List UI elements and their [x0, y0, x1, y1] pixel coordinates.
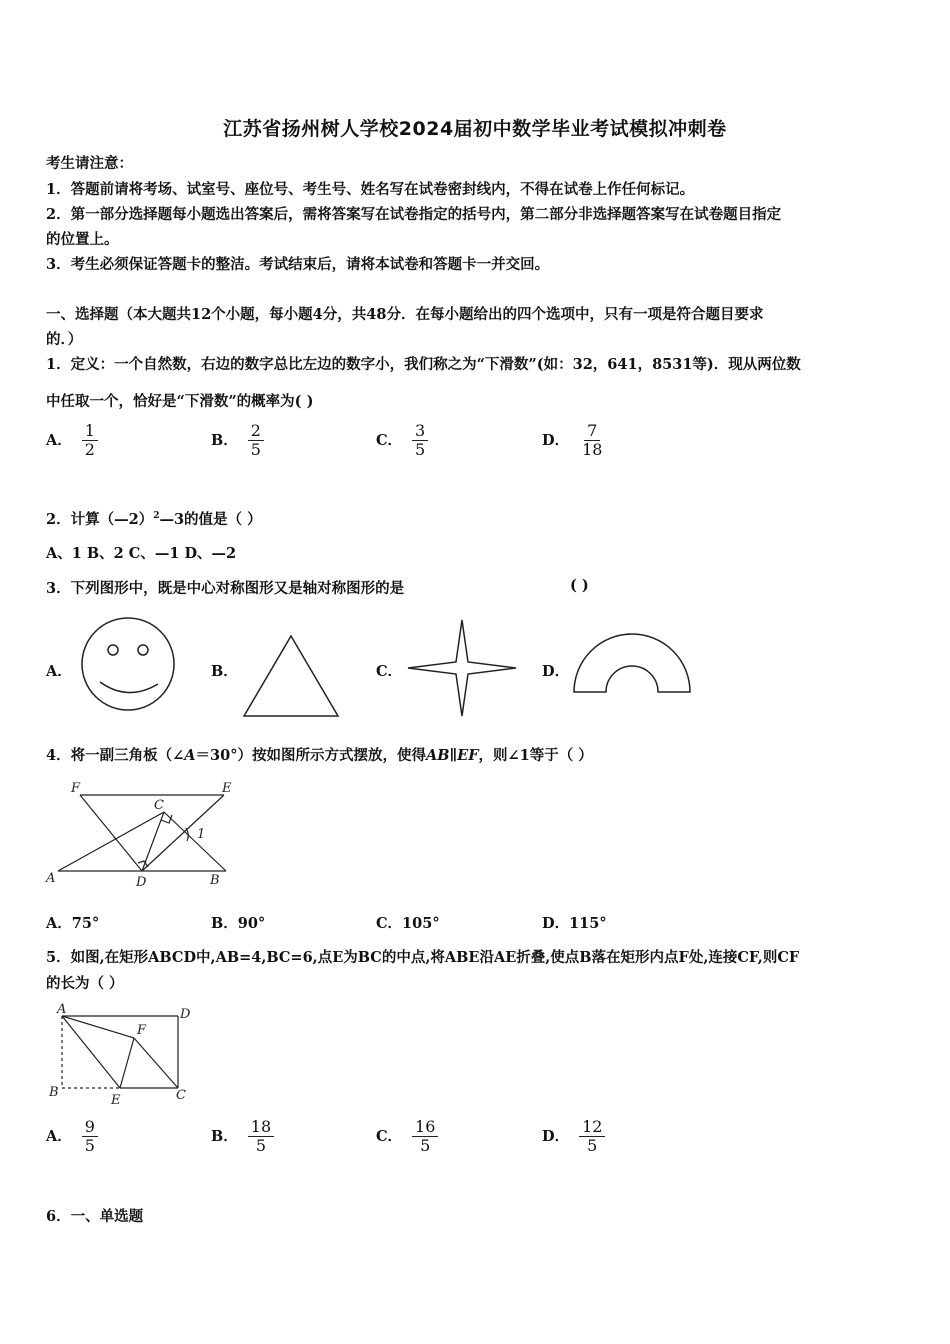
notice-item: 3．考生必须保证答题卡的整洁。考试结束后，请将本试卷和答题卡一并交回。: [46, 256, 550, 273]
option-label: B．: [211, 431, 238, 449]
q1-stem-cont: 中任取一个，恰好是“下滑数”的概率为( ): [46, 393, 314, 410]
label-a: A: [46, 871, 56, 886]
q5-stem-cont: 的长为（ ）: [46, 975, 124, 992]
fraction: $\frac{2}{5}$: [248, 422, 264, 460]
section-heading: 一、选择题（本大题共12个小题，每小题4分，共48分．在每小题给出的四个选项中，只有一项是符合题目要求: [46, 306, 764, 323]
option-label: C．: [376, 1127, 403, 1145]
q1-option-c: [376, 422, 428, 460]
notice-item: 2．第一部分选择题每小题选出答案后，需将答案写在试卷指定的括号内，第二部分非选择题答案写在试卷题目指定: [46, 206, 782, 223]
q6-stem: 6．一、单选题: [46, 1208, 144, 1225]
label-c: C: [154, 798, 164, 813]
q5-option-a: [46, 1118, 98, 1156]
label-1: 1: [197, 827, 206, 842]
q3-label-a: A．: [46, 663, 72, 680]
fraction: $\frac{12}{5}$: [579, 1118, 605, 1156]
q5-figure: [40, 1000, 210, 1110]
section-heading-cont: 的．）: [46, 331, 83, 348]
q4-stem: 4．将一副三角板（∠A＝30°）按如图所示方式摆放，使得AB∥EF，则∠1等于（ ）: [46, 747, 593, 764]
q3-answer-paren: ( ): [570, 577, 589, 594]
label-b: B: [210, 873, 220, 888]
label-b: B: [49, 1085, 59, 1100]
notice-heading: 考生请注意：: [46, 155, 133, 172]
q2-options: A、1 B、2 C、—1 D、—2: [46, 545, 237, 562]
q1-stem: 1．定义：一个自然数，右边的数字总比左边的数字小，我们称之为“下滑数”(如：32，641，8531等)．现从两位数: [46, 356, 801, 373]
q5-stem: 5．如图,在矩形ABCD中,AB=4,BC=6,点E为BC的中点,将ABE沿AE折叠,使点B落在矩形内点F处,连接CF,则CF: [46, 949, 800, 966]
fraction: $\frac{3}{5}$: [412, 422, 428, 460]
fraction: $\frac{1}{2}$: [82, 422, 98, 460]
triangle-figure: [244, 636, 338, 716]
q1-option-a: [46, 422, 98, 460]
fraction: $\frac{9}{5}$: [82, 1118, 98, 1156]
label-f: F: [71, 781, 81, 796]
smiley-face-figure: [82, 618, 174, 710]
q5-option-b: [211, 1118, 274, 1156]
label-e: E: [111, 1093, 121, 1108]
q4-figure: [40, 775, 250, 895]
label-e: E: [222, 781, 232, 796]
q5-option-d: [542, 1118, 605, 1156]
q4-option-d: D．115°: [542, 915, 607, 932]
page-title: 江苏省扬州树人学校2024届初中数学毕业考试模拟冲刺卷: [223, 118, 727, 140]
label-d: D: [136, 875, 147, 890]
q4-option-a: A．75°: [46, 915, 100, 932]
option-label: D．: [542, 1127, 570, 1145]
fraction: $\frac{18}{5}$: [248, 1118, 274, 1156]
q1-option-d: [542, 422, 605, 460]
q2-stem: 2．计算（—2）$^2$—3的值是（ ）: [46, 511, 262, 528]
notice-item: 的位置上。: [46, 231, 119, 248]
q4-option-b: B．90°: [211, 915, 266, 932]
option-label: D．: [542, 431, 570, 449]
q3-label-b: B．: [211, 663, 238, 680]
option-label: A．: [46, 431, 72, 449]
fraction: $\frac{16}{5}$: [412, 1118, 438, 1156]
q3-label-d: D．: [542, 663, 570, 680]
arch-figure: [574, 634, 690, 692]
q5-option-c: [376, 1118, 438, 1156]
label-f: F: [137, 1023, 147, 1038]
q1-option-b: [211, 422, 264, 460]
q3-label-c: C．: [376, 663, 403, 680]
label-a: A: [57, 1002, 67, 1017]
q3-stem: 3．下列图形中，既是中心对称图形又是轴对称图形的是: [46, 580, 405, 597]
q4-option-c: C．105°: [376, 915, 440, 932]
q3-figures: [70, 610, 710, 725]
four-point-star-figure: [408, 620, 516, 716]
notice-item: 1．答题前请将考场、试室号、座位号、考生号、姓名写在试卷密封线内，不得在试卷上作任何标记。: [46, 181, 695, 198]
option-label: A．: [46, 1127, 72, 1145]
option-label: B．: [211, 1127, 238, 1145]
option-label: C．: [376, 431, 403, 449]
label-d: D: [180, 1007, 191, 1022]
label-c: C: [176, 1088, 186, 1103]
fraction: $\frac{7}{18}$: [582, 421, 603, 460]
